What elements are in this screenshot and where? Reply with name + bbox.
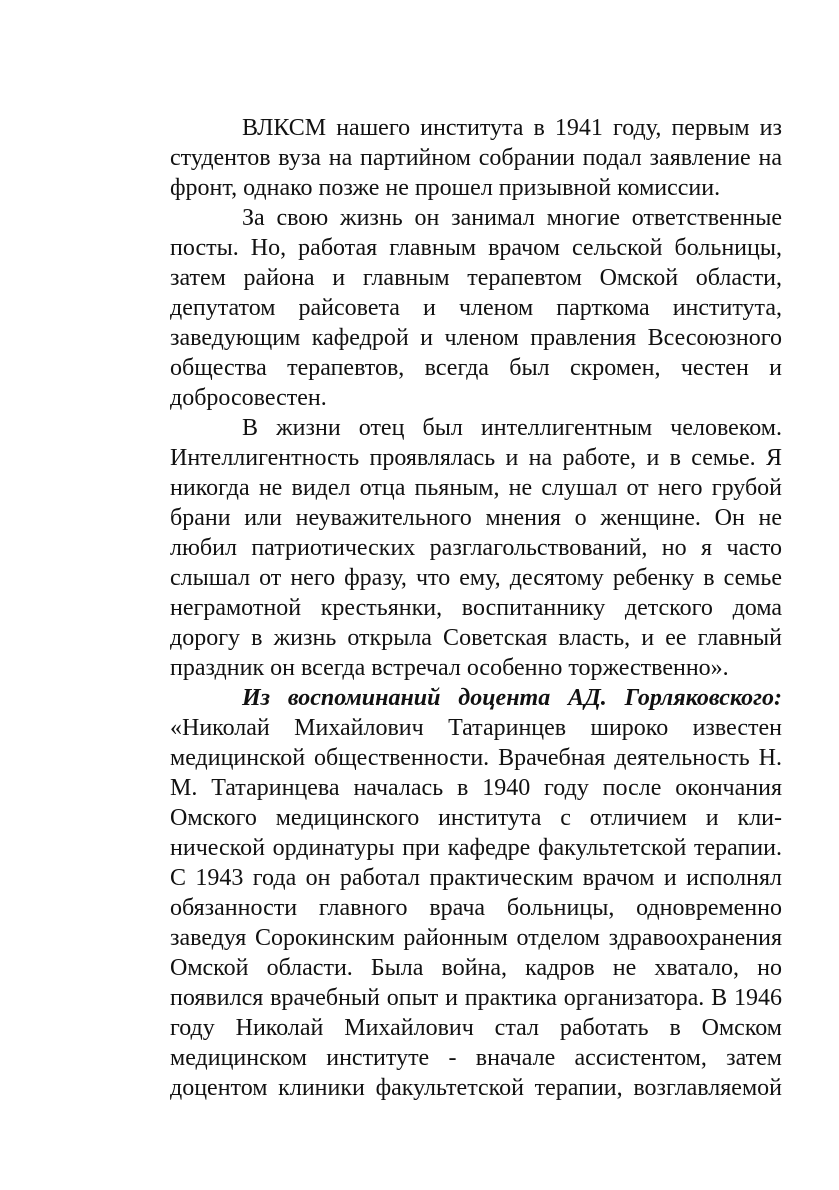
text-line: С 1943 года он работал практическим врачом и исполнял xyxy=(170,865,782,891)
document-page xyxy=(170,113,782,1103)
text-line: брани или неуважительного мнения о женщине. Он не xyxy=(170,505,782,531)
text-line: затем района и главным терапевтом Омской области, xyxy=(170,265,782,291)
text-line: нической ординатуры при кафедре факультетской терапии. xyxy=(170,835,782,861)
text-line: доцентом клиники факультетской терапии, возглавляемой xyxy=(170,1075,782,1101)
text-line: заведующим кафедрой и членом правления Всесоюзного xyxy=(170,325,782,351)
text-line: никогда не видел отца пьяным, не слушал от него грубой xyxy=(170,475,782,501)
text-line: слышал от него фразу, что ему, десятому ребенку в семье xyxy=(170,565,782,591)
text-line: заведуя Сорокинским районным отделом здравоохранения xyxy=(170,925,782,951)
section-heading: Из воспоминаний доцента АД. Горляковского: xyxy=(242,685,782,711)
text-line: обязанности главного врача больницы, одновременно xyxy=(170,895,782,921)
text-line: фронт, однако позже не прошел призывной комиссии. xyxy=(170,175,721,201)
text-line: студентов вуза на партийном собрании подал заявление на xyxy=(170,145,782,171)
text-line: Омской области. Была война, кадров не хватало, но xyxy=(170,955,782,981)
text-line: ВЛКСМ нашего института в 1941 году, первым из xyxy=(242,115,782,141)
text-line: посты. Но, работая главным врачом сельской больницы, xyxy=(170,235,782,261)
text-line: В жизни отец был интеллигентным человеком. xyxy=(242,415,782,441)
text-line: Омского медицинского института с отличием и кли- xyxy=(170,805,782,831)
text-line: депутатом райсовета и членом парткома института, xyxy=(170,295,782,321)
text-line: общества терапевтов, всегда был скромен, честен и xyxy=(170,355,782,381)
text-line: За свою жизнь он занимал многие ответственные xyxy=(242,205,782,231)
text-line: добросовестен. xyxy=(170,385,327,411)
text-line: любил патриотических разглагольствований, но я часто xyxy=(170,535,782,561)
text-line: Интеллигентность проявлялась и на работе, и в семье. Я xyxy=(170,445,782,471)
text-line: М. Татаринцева началась в 1940 году после окончания xyxy=(170,775,782,801)
text-line: медицинской общественности. Врачебная деятельность Н. xyxy=(170,745,782,771)
text-line: появился врачебный опыт и практика организатора. В 1946 xyxy=(170,985,782,1011)
text-line: медицинском институте - вначале ассистентом, затем xyxy=(170,1045,782,1071)
text-line: «Николай Михайлович Татаринцев широко известен xyxy=(170,715,782,741)
text-line: праздник он всегда встречал особенно торжественно». xyxy=(170,655,729,681)
text-line: году Николай Михайлович стал работать в Омском xyxy=(170,1015,782,1041)
text-line: дорогу в жизнь открыла Советская власть, и ее главный xyxy=(170,625,782,651)
text-line: неграмотной крестьянки, воспитаннику детского дома xyxy=(170,595,782,621)
